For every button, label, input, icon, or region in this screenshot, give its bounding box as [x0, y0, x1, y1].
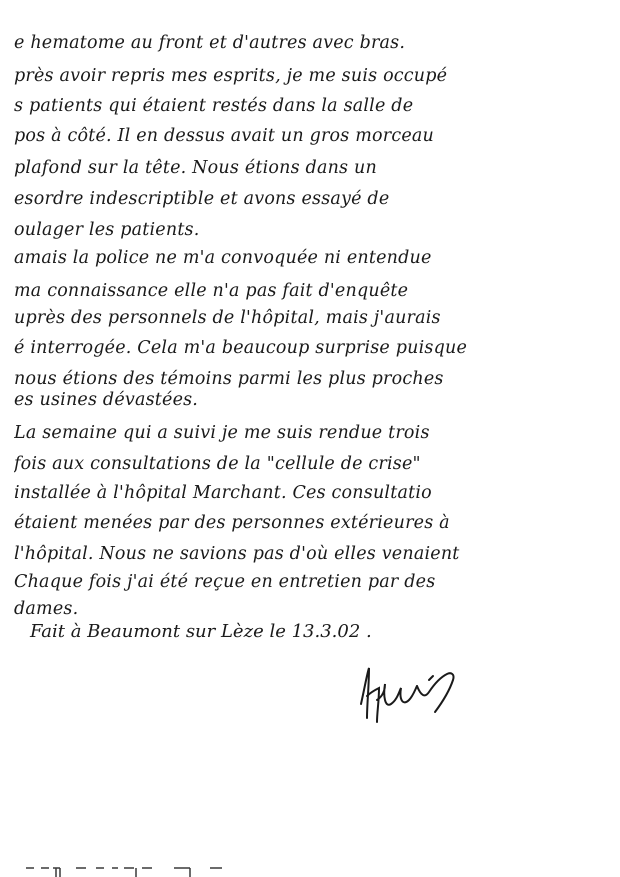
- place-and-date-line: Fait à Beaumont sur Lèze le 13.3.02 .: [30, 621, 372, 642]
- text-line: près avoir repris mes esprits, je me suis occupé: [14, 66, 448, 86]
- text-line: uprès des personnels de l'hôpital, mais j'aurais: [14, 308, 441, 328]
- text-line: é interrogée. Cela m'a beaucoup surprise puisque: [14, 338, 468, 358]
- text-line: oulager les patients.: [14, 220, 200, 240]
- text-line: installée à l'hôpital Marchant. Ces consultatio: [14, 483, 432, 503]
- text-line: ma connaissance elle n'a pas fait d'enquête: [14, 281, 409, 301]
- text-line: amais la police ne m'a convoquée ni entendue: [14, 248, 432, 268]
- text-line: es usines dévastées.: [14, 390, 199, 410]
- text-line: Chaque fois j'ai été reçue en entretien par des: [14, 572, 436, 592]
- handwritten-signature: [355, 656, 465, 736]
- text-line: fois aux consultations de la "cellule de crise": [14, 454, 421, 474]
- text-line: nous étions des témoins parmi les plus proches: [14, 369, 444, 389]
- text-line: l'hôpital. Nous ne savions pas d'où elles venaient: [14, 544, 460, 564]
- text-line: pos à côté. Il en dessus avait un gros morceau: [14, 126, 434, 146]
- text-line: plafond sur la tête. Nous étions dans un: [14, 158, 377, 178]
- scan-edge-artifacts: [0, 862, 620, 877]
- text-line: e hematome au front et d'autres avec bras.: [14, 33, 406, 53]
- text-line: La semaine qui a suivi je me suis rendue trois: [14, 423, 430, 443]
- text-line: dames.: [14, 599, 79, 619]
- text-line: s patients qui étaient restés dans la salle de: [14, 96, 414, 116]
- text-line: esordre indescriptible et avons essayé de: [14, 189, 390, 209]
- text-line: étaient menées par des personnes extérieures à: [14, 513, 450, 533]
